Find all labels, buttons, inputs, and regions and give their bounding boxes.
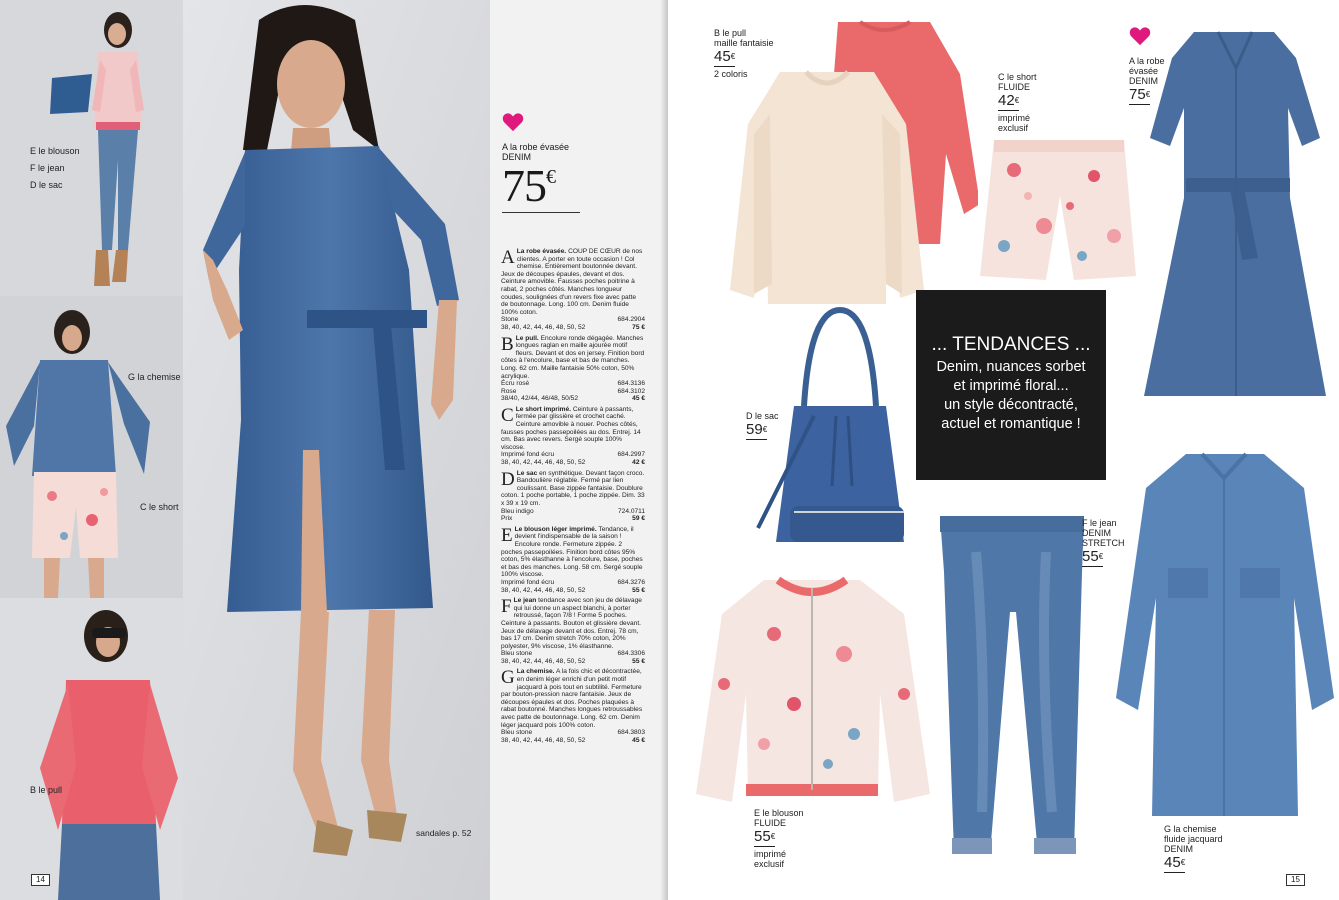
sizes-list: 38, 40, 42, 44, 46, 48, 50, 52 [501, 657, 586, 665]
callout-blouson: E le blouson [30, 146, 80, 156]
blouson-exclusive: exclusif [754, 859, 785, 869]
variant-name: Stone [501, 316, 519, 324]
chemise-price: 45€ [1164, 854, 1186, 871]
entry-price: 55 € [632, 586, 645, 594]
entry-price: 45 € [632, 736, 645, 744]
variant-row [501, 380, 645, 388]
variant-ref: 684.2997 [617, 451, 645, 459]
callout-short: C le short [140, 502, 179, 512]
sizes-row [501, 515, 645, 523]
jean-label: F le jean [1082, 518, 1117, 528]
description-text: A la fois chic et décontractée, en denim léger enrichi d'un petit motif jacquard à pois tout en subtilité. Fermeture par bouton-pression nacre fantaisie. Jeux de découpes épaules et dos. Poches plaquées à rabat boutonné. Manches longues retroussables avec patte de boutonnage. Long. 62 cm. Denim léger jacquard pois 100% coton. [501, 668, 643, 729]
description-title: Le blouson léger imprimé. [514, 525, 597, 533]
blouson-price: 55€ [754, 828, 776, 845]
price-block-robe [1129, 56, 1165, 107]
variant-name: Imprimé fond écru [501, 451, 555, 459]
sandals-caption: sandales p. 52 [416, 828, 472, 838]
tendances-line-1: Denim, nuances sorbet [936, 359, 1086, 375]
tendances-line-3: un style décontracté, [944, 397, 1078, 413]
description-text: tendance avec son jeu de délavage qui lui donne un aspect blanchi, à porter retroussé, façon 7/8 ! Forme 5 poches. Ceinture à passants. Bouton et glissière devant. Jeux de délavage devant et dos. Entrej. 78 cm, bas 17 cm. Denim stretch 70% coton, 20% polyester, 9% viscose, 1% élasthanne. [501, 597, 642, 650]
short-exclusive: exclusif [998, 123, 1029, 133]
short-label: C le short [998, 72, 1037, 82]
robe-label: A la robe [1129, 56, 1165, 66]
price-block-pull [714, 28, 774, 79]
page-number-left: 14 [31, 874, 50, 886]
variant-ref: 684.3803 [617, 729, 645, 737]
description-text: Ceinture à passants, fermée par glissière et crochet caché. Ceinture amovible à nouer. Poches côtés, fausses poches passepoilées au dos. Entrej. 14 cm. Bas avec revers. Sergé souple 100% viscose. [501, 405, 641, 451]
sizes-row [501, 587, 645, 595]
variant-name: Bleu stone [501, 650, 533, 658]
product-descriptions [501, 248, 645, 747]
description-title: Le sac [516, 469, 538, 477]
price-block-chemise [1164, 824, 1223, 875]
robe-price: 75€ [1129, 86, 1151, 103]
sizes-list: 38, 40, 42, 44, 46, 48, 50, 52 [501, 459, 586, 467]
photo-outfit-pull [0, 598, 183, 900]
sizes-row [501, 737, 645, 745]
price-block-blouson [754, 808, 804, 869]
featured-price-block [502, 142, 582, 213]
drop-cap-letter: D [501, 468, 515, 490]
sizes-row [501, 658, 645, 666]
product-image-robe [1140, 28, 1330, 404]
callout-chemise: G la chemise [128, 372, 181, 382]
blouson-detail: imprimé [754, 849, 787, 859]
tendances-line-2: et imprimé floral... [953, 378, 1069, 394]
sizes-list: 38, 40, 42, 44, 46, 48, 50, 52 [501, 323, 586, 331]
variant-row [501, 650, 645, 658]
tendances-box [916, 290, 1106, 480]
chemise-label: G la chemise [1164, 824, 1217, 834]
variant-ref: 684.3276 [617, 578, 645, 586]
sizes-list: 38, 40, 42, 44, 46, 48, 50, 52 [501, 736, 586, 744]
tendances-title: ... TENDANCES ... [931, 334, 1091, 355]
drop-cap-letter: B [501, 333, 514, 355]
description-entry [501, 597, 645, 665]
photo-outfit-blouson [0, 0, 183, 296]
variant-name: Bleu stone [501, 729, 533, 737]
entry-price: 42 € [632, 459, 645, 467]
variant-ref: 724.0711 [617, 507, 645, 515]
featured-label: A la robe évasée [502, 142, 570, 152]
variant-row [501, 508, 645, 516]
variant-row [501, 729, 645, 737]
price-block-short [998, 72, 1037, 133]
sizes-list: 38, 40, 42, 44, 46, 48, 50, 52 [501, 586, 586, 594]
drop-cap-letter: A [501, 247, 515, 268]
heart-icon [502, 112, 524, 132]
callout-sac: D le sac [30, 180, 63, 190]
variant-name: Imprimé fond écru [501, 578, 555, 586]
photo-outfit-chemise [0, 296, 183, 598]
description-title: Le short imprimé. [515, 405, 572, 413]
pull-colors: 2 coloris [714, 69, 748, 79]
page-number-right: 15 [1286, 874, 1305, 886]
description-text: Encolure ronde dégagée. Manches longues raglan en maille ajourée motif fleurs. Devant et dos en jersey. Finition bord côtes à l'encolure, base et bas de manches. Long. 62 cm. Maille fantaisie 50% coton, 50% acrylique. [501, 334, 645, 380]
product-image-short [974, 136, 1144, 284]
description-entry [501, 470, 645, 523]
variant-ref: 684.2904 [617, 316, 645, 324]
description-text: COUP DE CŒUR de nos clientes. A porter en toute occasion ! Col chemise. Entièrement boutonnée devant. Jeux de découpes épaules, devant et dos. Ceinture amovible. Fausses poches poitrine à rabat, 2 poches côtés. Manches longueur coudes, soulignées d'un revers fixe avec patte de boutonnage. Long. 100 cm. Denim fluide 100% coton. [501, 248, 643, 316]
short-price: 42€ [998, 92, 1020, 109]
description-title: Le pull. [515, 334, 539, 342]
jean-stretch: STRETCH [1082, 538, 1125, 548]
jean-price: 55€ [1082, 548, 1104, 565]
entry-price: 59 € [632, 515, 645, 523]
description-title: La chemise. [516, 668, 555, 676]
robe-sublabel: évasée [1129, 66, 1159, 76]
entry-price: 55 € [632, 657, 645, 665]
description-entry [501, 335, 645, 403]
blouson-material: FLUIDE [754, 818, 787, 828]
variant-row [501, 451, 645, 459]
featured-material: DENIM [502, 152, 531, 162]
drop-cap-letter: G [501, 667, 515, 689]
drop-cap-letter: E [501, 524, 513, 546]
description-title: Le jean [513, 597, 537, 605]
variant-name: Bleu indigo [501, 507, 534, 515]
tendances-line-4: actuel et romantique ! [941, 416, 1081, 432]
drop-cap-letter: F [501, 596, 512, 618]
blouson-label: E le blouson [754, 808, 804, 818]
variant-ref: 684.3306 [617, 650, 645, 658]
variant-name: Rose [501, 387, 517, 395]
callout-pull: B le pull [30, 785, 63, 795]
sac-label: D le sac [746, 411, 779, 421]
variant-row [501, 579, 645, 587]
entry-price: 45 € [632, 395, 645, 403]
heart-icon [1129, 26, 1151, 46]
robe-material: DENIM [1129, 76, 1158, 86]
description-text: en synthétique. Devant façon croco. Bandoulière réglable. Fermé par lien coulissant. Base zippée fantaisie. Doublure coton. 1 poche portable, 1 poche zippée. Dim. 33 x 39 x 19 cm. [501, 469, 645, 507]
description-entry [501, 406, 645, 467]
description-entry [501, 668, 645, 744]
product-image-jean [936, 512, 1090, 864]
variant-row [501, 316, 645, 324]
sizes-list: 38/40, 42/44, 46/48, 50/52 [501, 395, 578, 403]
price-block-sac [746, 411, 779, 442]
pull-label: B le pull [714, 28, 747, 38]
chemise-material: DENIM [1164, 844, 1193, 854]
product-image-chemise [1108, 448, 1338, 822]
featured-price: 75€ [502, 160, 555, 211]
callout-jean: F le jean [30, 163, 65, 173]
variant-ref: 684.3136 [617, 380, 645, 388]
featured-rule [502, 212, 580, 213]
description-entry [501, 526, 645, 594]
drop-cap-letter: C [501, 404, 514, 426]
left-page [0, 0, 668, 900]
description-entry [501, 248, 645, 332]
variant-row [501, 388, 645, 396]
description-title: La robe évasée. [516, 248, 567, 255]
product-image-blouson [694, 574, 932, 808]
chemise-sublabel: fluide jacquard [1164, 834, 1223, 844]
sizes-row [501, 324, 645, 332]
sac-price: 59€ [746, 421, 768, 438]
jean-material: DENIM [1082, 528, 1111, 538]
sizes-row [501, 459, 645, 467]
variant-ref: 684.3102 [617, 387, 645, 395]
pull-price: 45€ [714, 48, 736, 65]
pull-sublabel: maille fantaisie [714, 38, 774, 48]
short-detail: imprimé [998, 113, 1031, 123]
sizes-row [501, 395, 645, 403]
photo1-callouts [30, 146, 80, 191]
photo-main-model-robe [183, 0, 490, 900]
product-image-sac [754, 306, 926, 562]
entry-price: 75 € [632, 323, 645, 331]
description-text: Tendance, il devient l'indispensable de la saison ! Encolure ronde. Fermeture zippée. 2 poches passepoilées. Finition bord côtes 95% coton, 5% élasthanne à l'encolure, base, poches et bas des manches. Long. 58 cm. Sergé souple 100% viscose. [501, 525, 643, 579]
variant-name: Écru rosé [501, 380, 530, 388]
short-sublabel: FLUIDE [998, 82, 1031, 92]
sizes-list: Prix [501, 515, 513, 523]
